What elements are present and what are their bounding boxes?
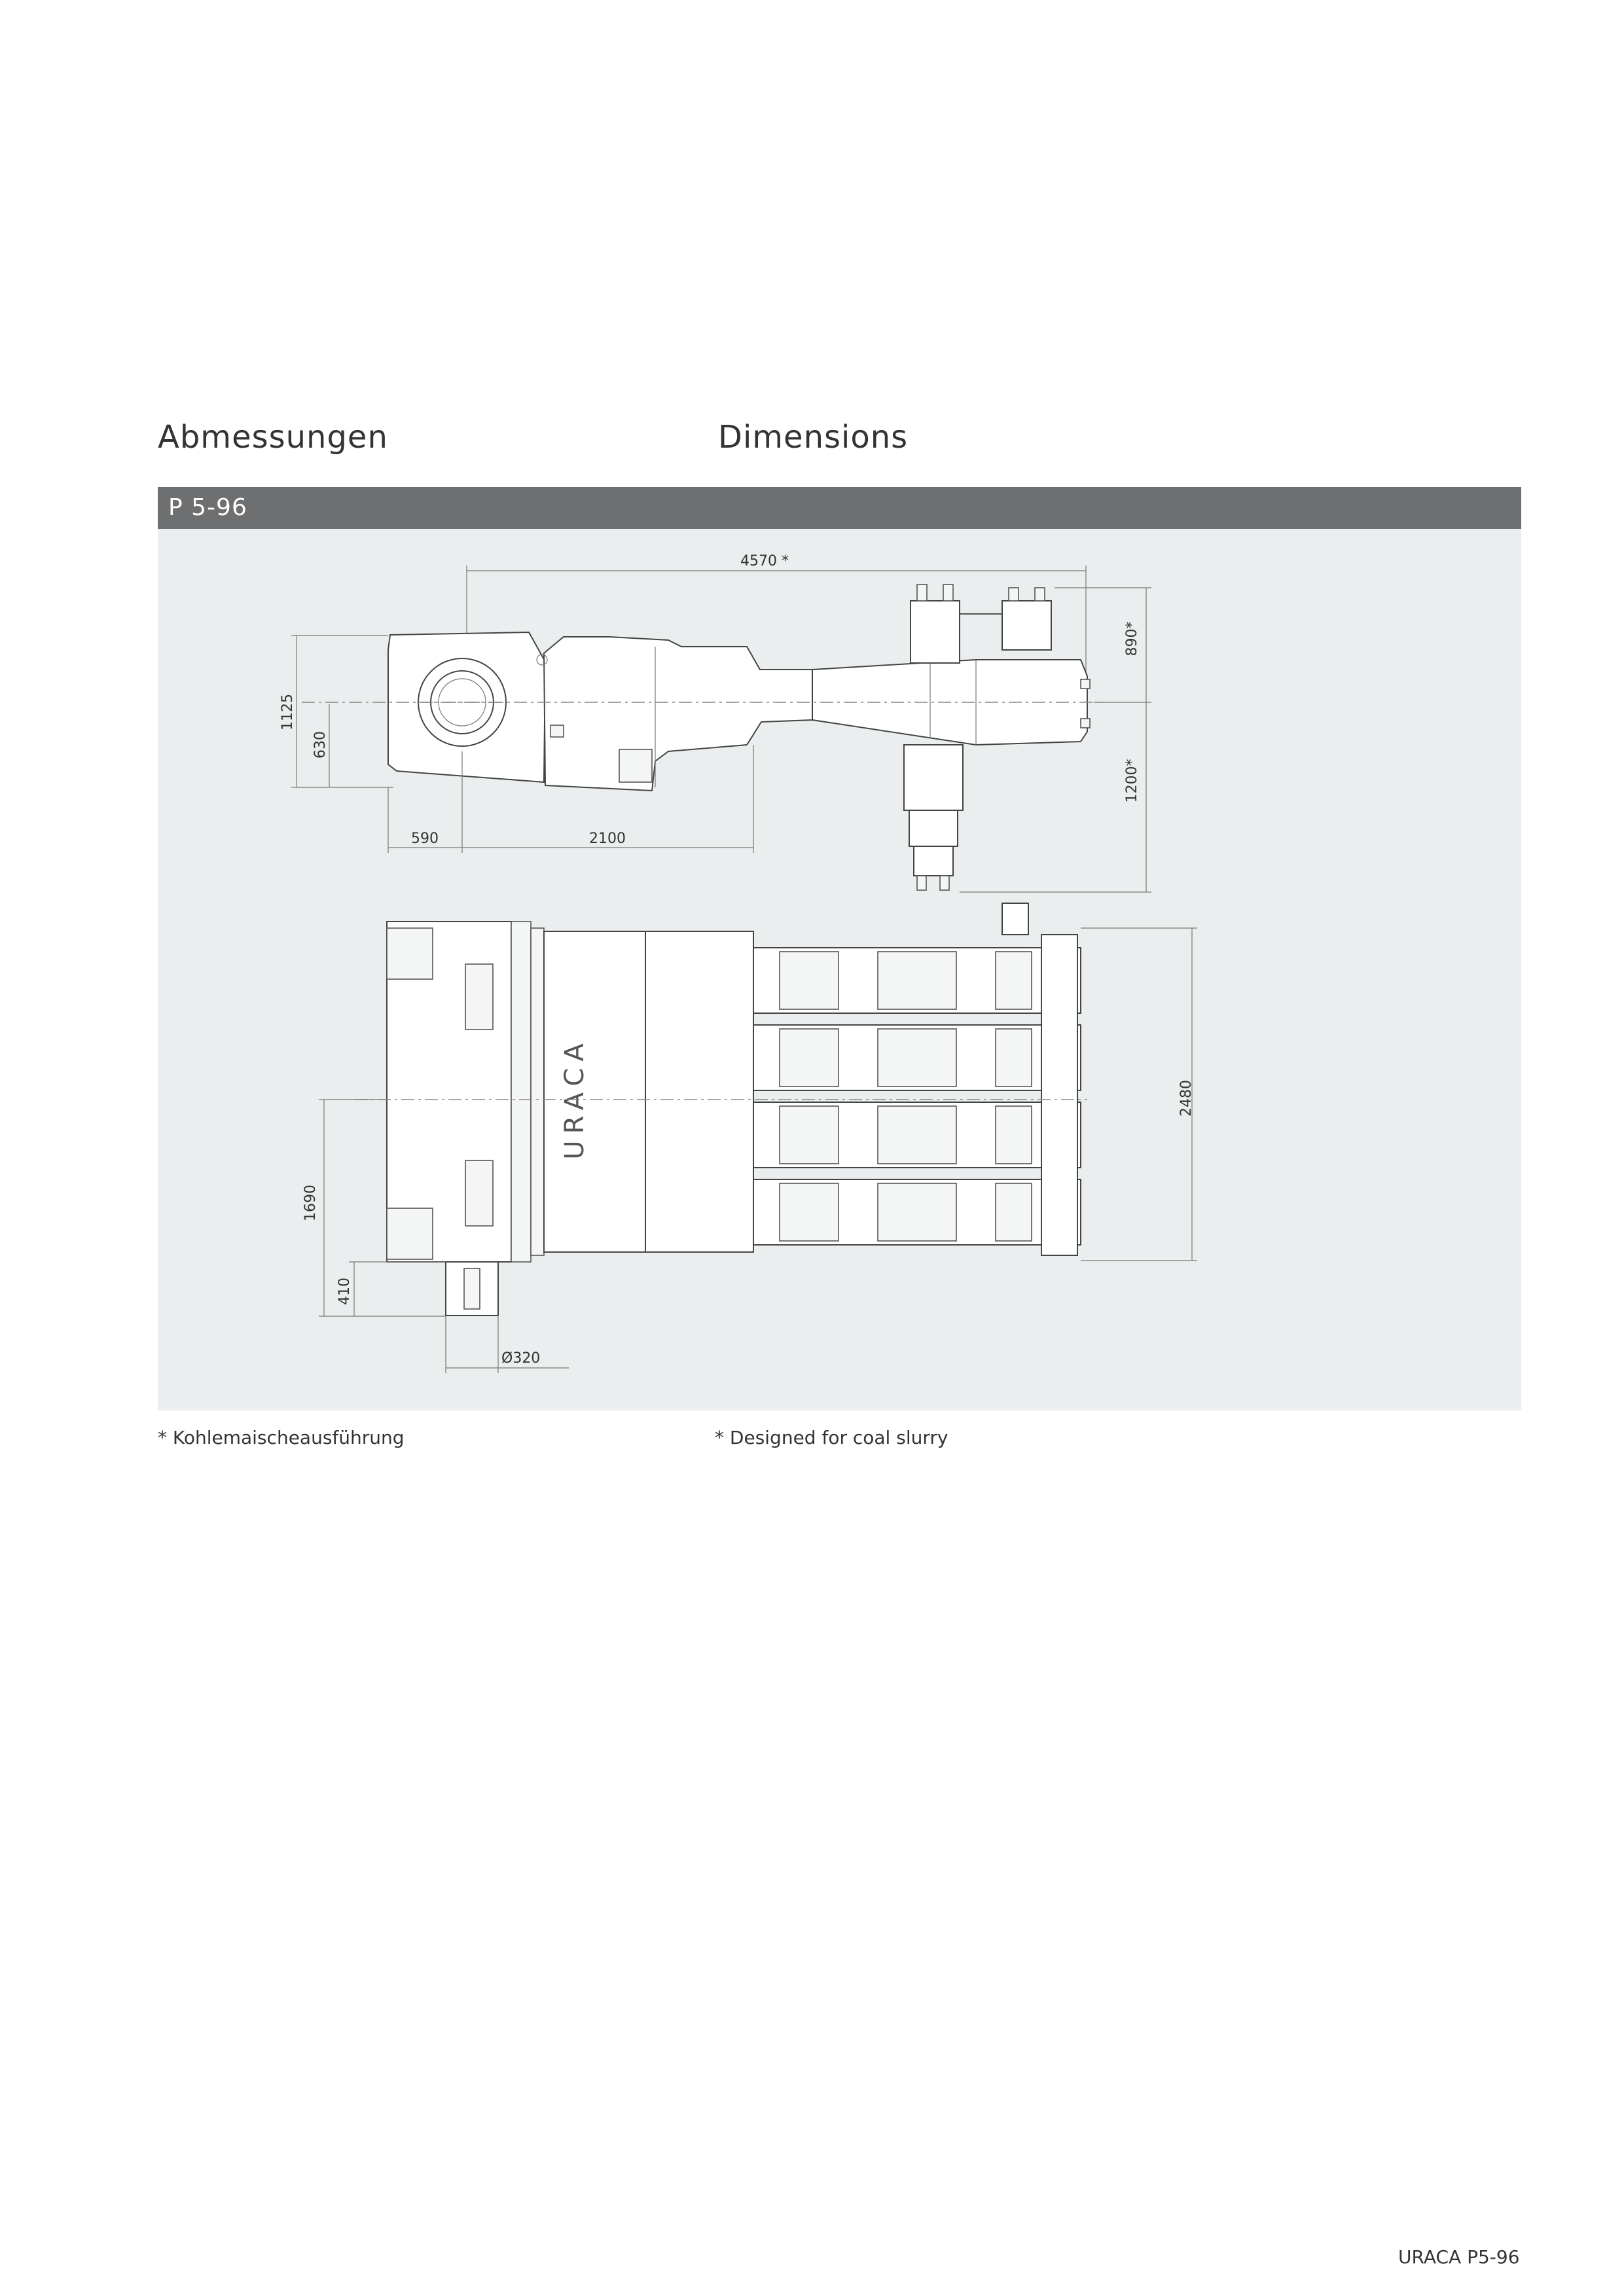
technical-drawing-panel <box>158 529 1521 1410</box>
heading-german: Abmessungen <box>158 419 388 456</box>
footnote-english: * Designed for coal slurry <box>715 1427 948 1448</box>
dim-overall-length: 4570 * <box>740 553 789 569</box>
dim-shaft-diameter: Ø320 <box>501 1350 541 1367</box>
top-view <box>302 903 1197 1373</box>
dim-shaft-height: 410 <box>336 1278 353 1305</box>
side-view <box>280 553 1151 892</box>
dimension-drawing <box>158 529 1521 1410</box>
dim-height-total: 1125 <box>280 694 296 730</box>
dim-top-extension: 890* <box>1124 621 1140 656</box>
dim-offset-1: 590 <box>411 831 439 847</box>
plunger-lanes <box>753 935 1081 1255</box>
brand-label: URACA <box>560 1037 590 1160</box>
model-title-bar <box>158 487 1521 529</box>
heading-english: Dimensions <box>718 419 909 456</box>
dim-length-2: 2100 <box>589 831 626 847</box>
model-label: P 5-96 <box>168 494 247 521</box>
dim-height-center: 630 <box>312 731 329 759</box>
dim-width-total: 2480 <box>1178 1080 1195 1117</box>
dim-shaft-offset: 1690 <box>302 1185 319 1221</box>
page-reference: URACA P5-96 <box>1398 2246 1520 2268</box>
dim-bottom-extension: 1200* <box>1124 759 1140 803</box>
footnote-german: * Kohlemaischeausführung <box>158 1427 405 1448</box>
